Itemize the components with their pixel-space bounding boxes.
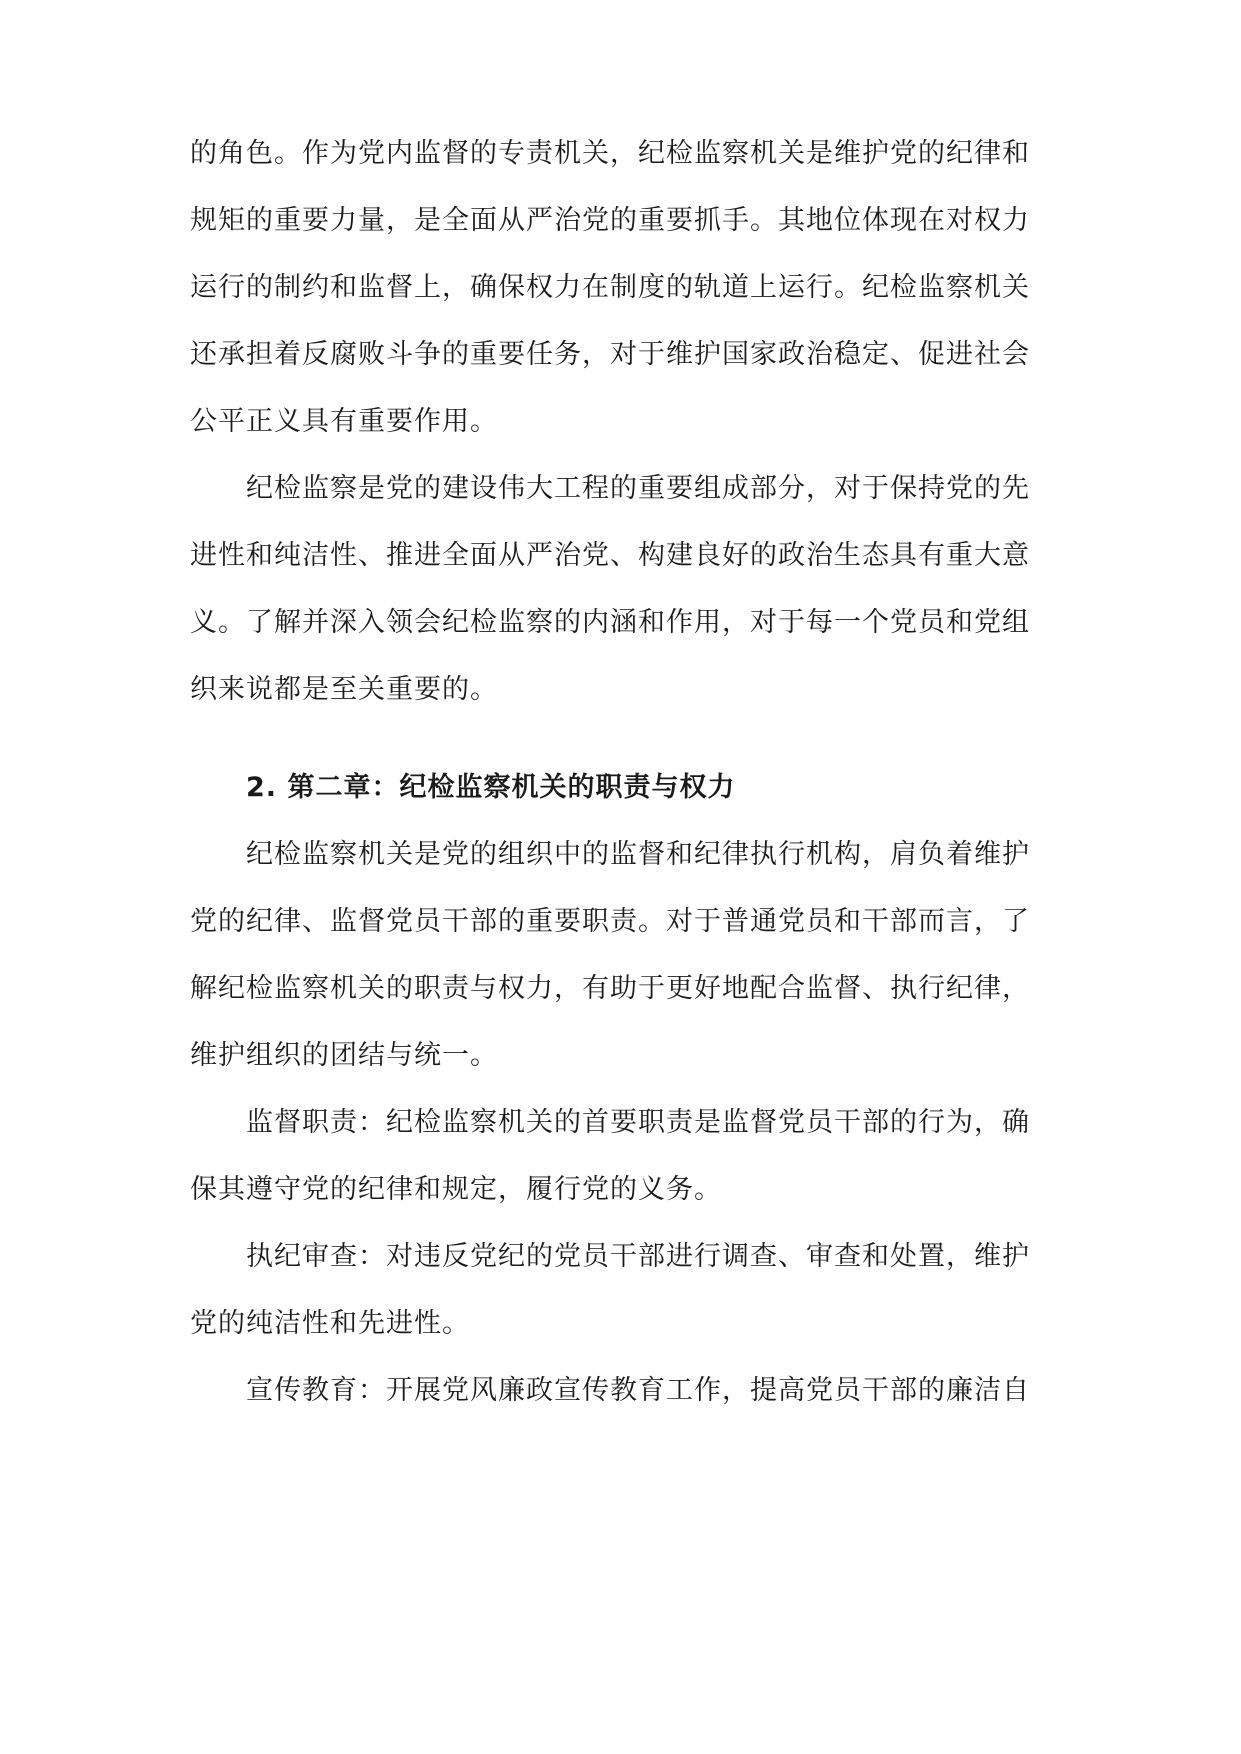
text-line: 纪检监察是党的建设伟大工程的重要组成部分，对于保持党的先 [246,473,1030,504]
text-line: 还承担着反腐败斗争的重要任务，对于维护国家政治稳定、促进社会 [190,339,1030,370]
text-line: 保其遵守党的纪律和规定，履行党的义务。 [190,1174,722,1205]
text-line: 维护组织的团结与统一。 [190,1040,498,1071]
text-line: 宣传教育：开展党风廉政宣传教育工作，提高党员干部的廉洁自 [246,1375,1030,1406]
text-line: 执纪审查：对违反党纪的党员干部进行调查、审查和处置，维护 [246,1241,1030,1272]
text-line: 党的纯洁性和先进性。 [190,1308,470,1339]
text-line: 的角色。作为党内监督的专责机关，纪检监察机关是维护党的纪律和 [190,138,1030,169]
text-line: 纪检监察机关是党的组织中的监督和纪律执行机构，肩负着维护 [246,839,1030,870]
text-line: 进性和纯洁性、推进全面从严治党、构建良好的政治生态具有重大意 [190,540,1030,571]
text-line: 义。了解并深入领会纪检监察的内涵和作用，对于每一个党员和党组 [190,607,1030,638]
text-line: 织来说都是至关重要的。 [190,674,498,705]
text-line: 运行的制约和监督上，确保权力在制度的轨道上运行。纪检监察机关 [190,272,1030,303]
section-heading: 2. 第二章：纪检监察机关的职责与权力 [246,772,736,803]
text-line: 监督职责：纪检监察机关的首要职责是监督党员干部的行为，确 [246,1107,1030,1138]
text-line: 解纪检监察机关的职责与权力，有助于更好地配合监督、执行纪律， [190,973,1030,1004]
text-line: 党的纪律、监督党员干部的重要职责。对于普通党员和干部而言，了 [190,906,1030,937]
text-line: 规矩的重要力量，是全面从严治党的重要抓手。其地位体现在对权力 [190,205,1030,236]
text-line: 公平正义具有重要作用。 [190,406,498,437]
